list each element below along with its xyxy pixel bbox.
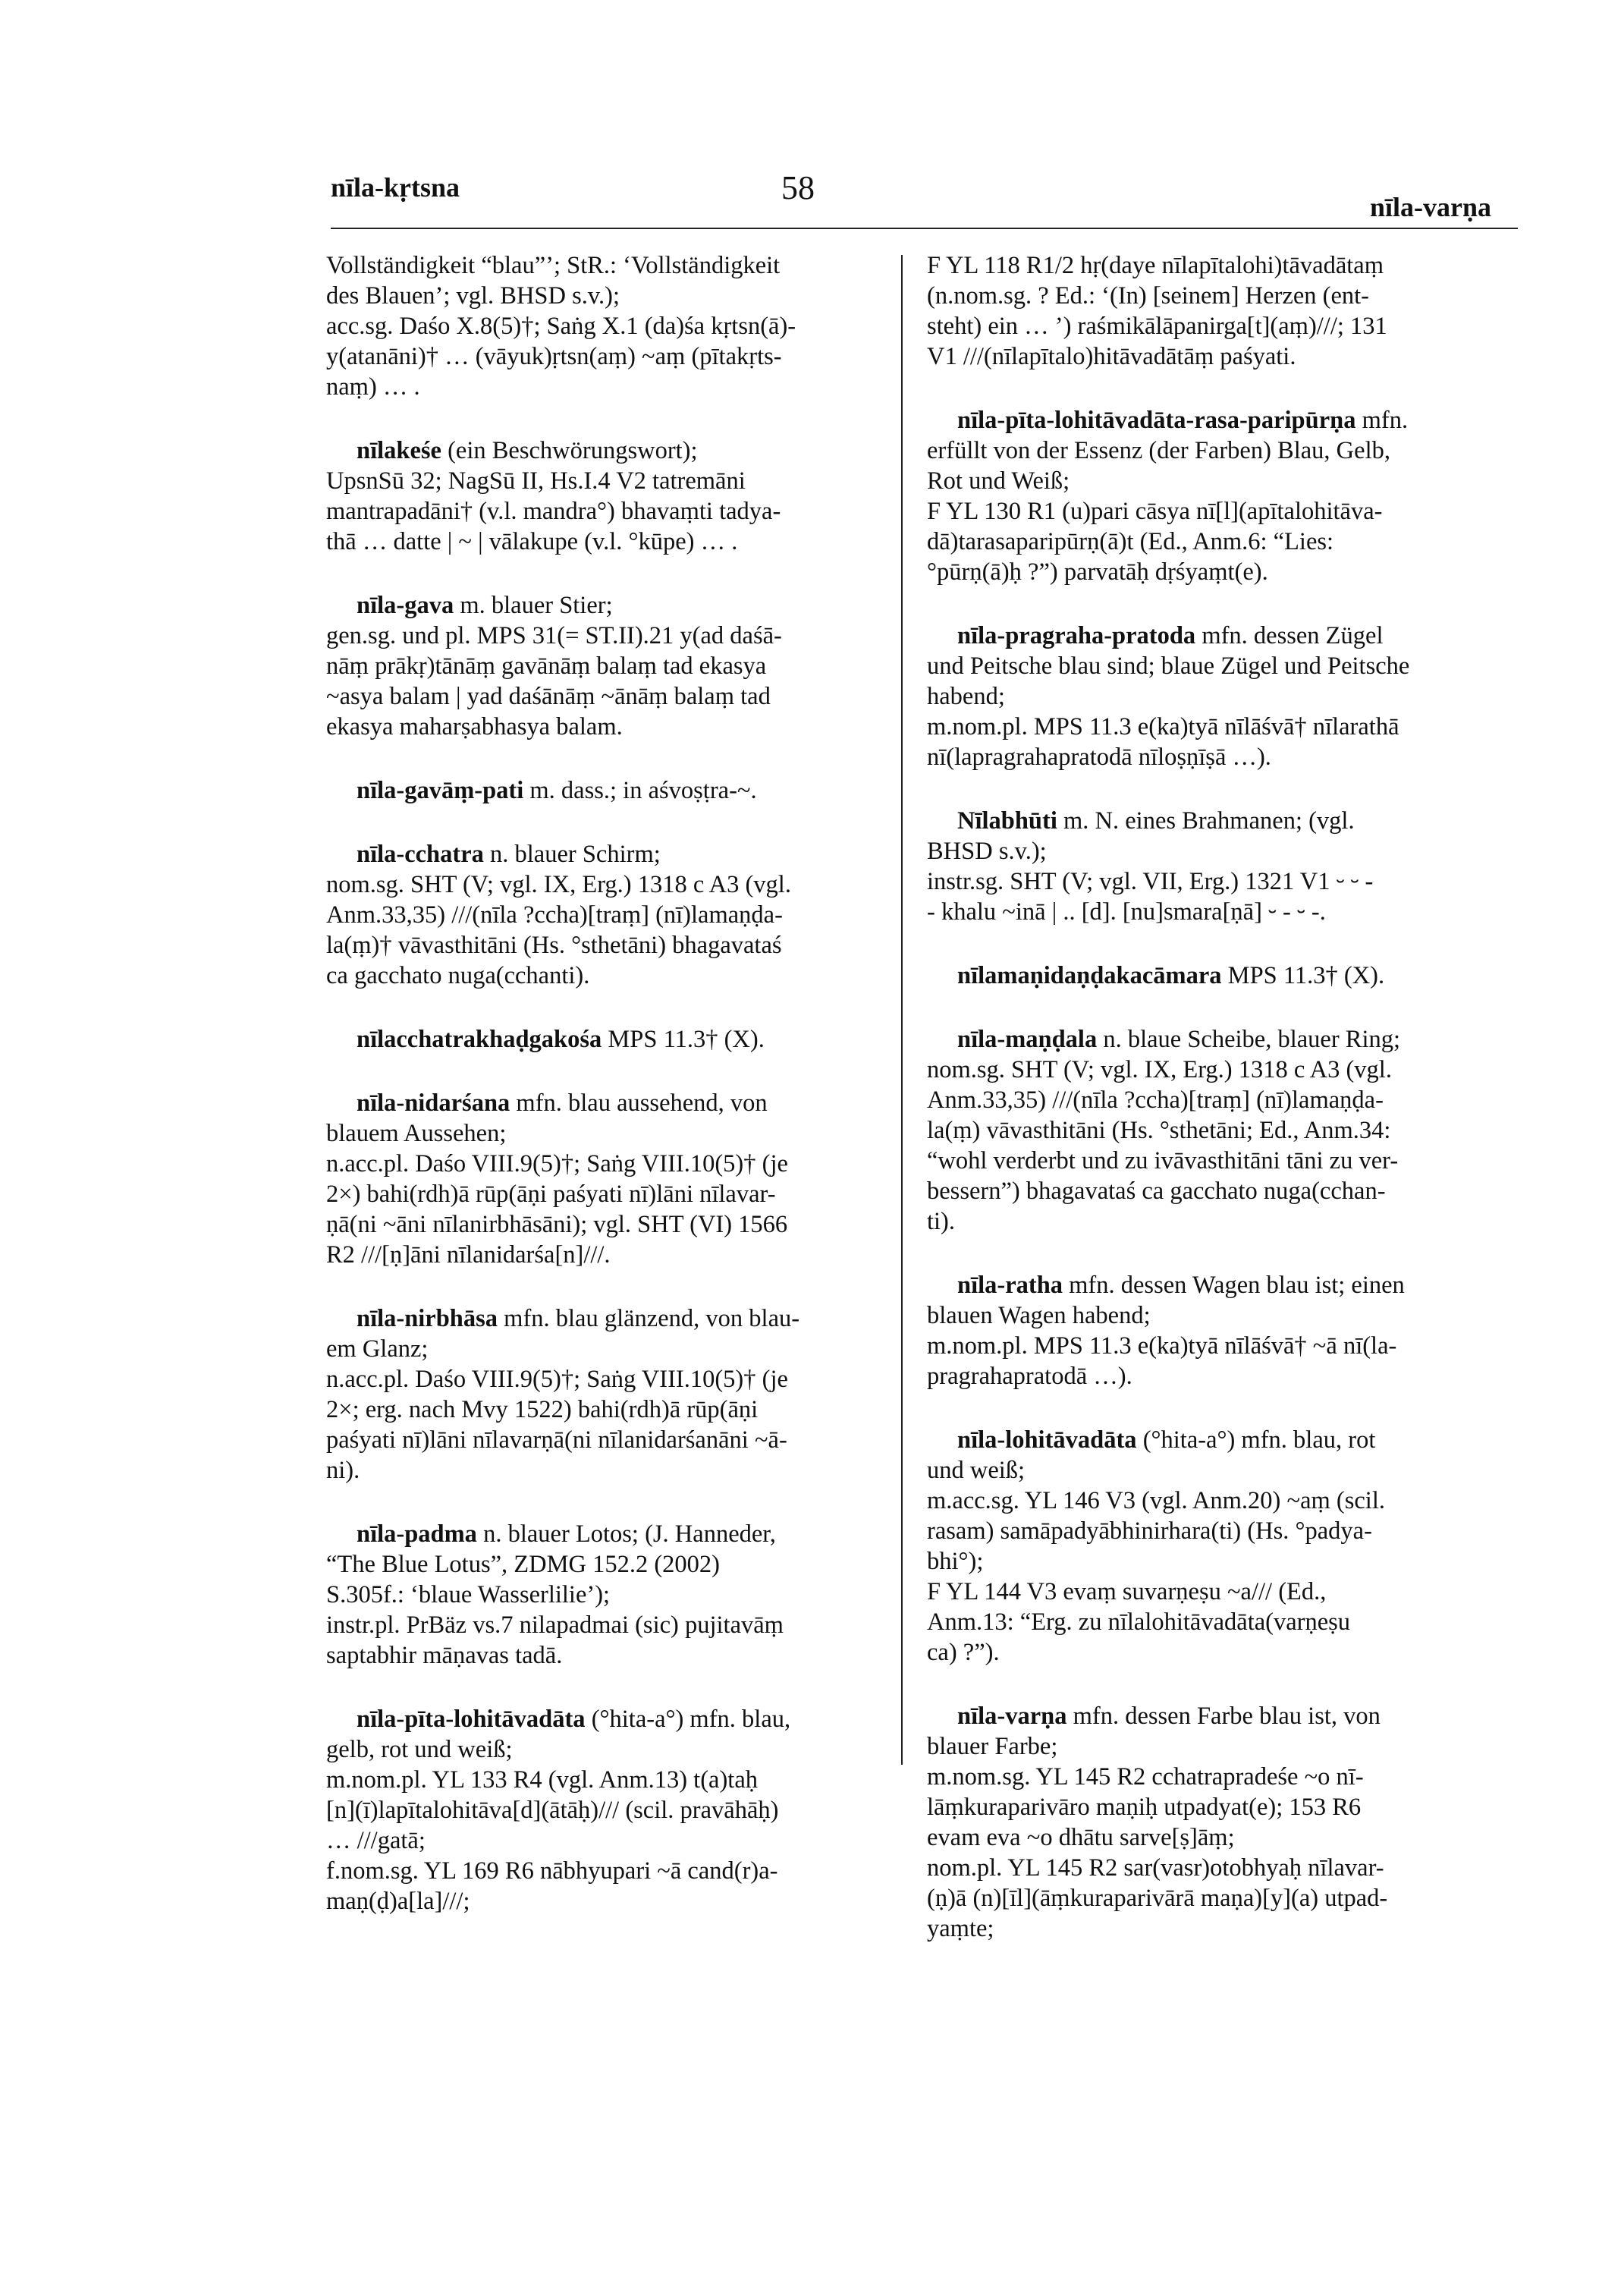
entry-line: 2×; erg. nach Mvy 1522) bahi(rdh)ā rūp(āṇi — [326, 1396, 759, 1423]
entry-line: S.305f.: ‘blaue Wasserlilie’); — [326, 1581, 611, 1608]
entry-line: nī(lapragrahapratodā nīloṣṇīṣā …). — [927, 744, 1271, 771]
dictionary-entry — [326, 1024, 880, 1055]
running-head-right: nīla-varṇa — [1370, 192, 1492, 222]
entry-line: mantrapadāni† (v.l. mandra°) bhavaṃti tadya- — [326, 498, 781, 525]
entry-line: blauer Farbe; — [927, 1733, 1058, 1760]
entry-line: 2×) bahi(rdh)ā rūp(āṇi paśyati nī)lāni nīlavar- — [326, 1181, 776, 1208]
entry-line: em Glanz; — [326, 1335, 429, 1363]
dictionary-entry — [326, 590, 880, 742]
entry-line: dā)tarasaparipūrṇ(ā)t (Ed., Anm.6: “Lies: — [927, 528, 1334, 555]
entry-line: nom.pl. YL 145 R2 sar(vasr)otobhyaḥ nīlavar- — [927, 1854, 1384, 1882]
left-column — [326, 250, 880, 1950]
dictionary-entry — [326, 1519, 880, 1671]
entry-headline: nīlamaṇidaṇḍakacāmara MPS 11.3† (X). — [957, 962, 1385, 989]
entry-line: nāṃ prākṛ)tānāṃ gavānāṃ balaṃ tad ekasya — [326, 652, 767, 680]
entry-headline: nīla-varṇa mfn. dessen Farbe blau ist, von — [957, 1703, 1381, 1730]
entry-line: “wohl verderbt und zu ivāvasthitāni tāni zu ver- — [927, 1147, 1399, 1174]
dictionary-entry — [927, 621, 1526, 772]
entry-headline: nīla-padma n. blauer Lotos; (J. Hanneder, — [357, 1520, 776, 1548]
entry-line: und Peitsche blau sind; blaue Zügel und Peitsche — [927, 652, 1410, 680]
entry-line: m.nom.sg. YL 145 R2 cchatrapradeśe ~o nī- — [927, 1763, 1364, 1791]
headword: nīlakeśe — [357, 437, 441, 464]
entry-line: habend; — [927, 683, 1005, 710]
dictionary-entry — [927, 1270, 1526, 1391]
headword: nīlacchatrakhaḍgakośa — [357, 1026, 602, 1053]
dictionary-entry — [326, 775, 880, 806]
headword: nīla-pragraha-pratoda — [957, 622, 1196, 649]
page-number: 58 — [781, 169, 815, 206]
headword: nīla-nirbhāsa — [357, 1305, 498, 1332]
entry-line: und weiß; — [927, 1457, 1026, 1484]
headword: nīla-maṇḍala — [957, 1026, 1098, 1053]
headword: nīla-gavāṃ-pati — [357, 777, 524, 804]
entry-line: Rot und Weiß; — [927, 467, 1070, 495]
entry-line: f.nom.sg. YL 169 R6 nābhyupari ~ā cand(r)a- — [326, 1857, 778, 1885]
entry-line: saptabhir māṇavas tadā. — [326, 1642, 563, 1669]
entry-line: °pūrṇ(ā)ḥ ?”) parvatāḥ dṛśyaṃt(e). — [927, 558, 1268, 586]
entry-line: ca gacchato nuga(cchanti). — [326, 962, 590, 989]
entry-line: … ///gatā; — [326, 1827, 426, 1854]
entry-line: gen.sg. und pl. MPS 31(= ST.II).21 y(ad daśā- — [326, 622, 782, 649]
headword: nīla-pīta-lohitāvadāta — [357, 1706, 586, 1733]
entry-line: steht) ein … ’) raśmikālāpanirga[t](aṃ)///; 131 — [927, 313, 1387, 340]
entry-line: V1 ///(nīlapītalo)hitāvadātāṃ paśyati. — [927, 343, 1296, 370]
entry-headline: nīla-lohitāvadāta (°hita-a°) mfn. blau, rot — [957, 1426, 1376, 1454]
entry-line: thā … datte | ~ | vālakupe (v.l. °kūpe) … . — [326, 528, 738, 555]
entry-headline: nīlakeśe (ein Beschwörungswort); — [357, 437, 698, 464]
entry-headline: nīla-nidarśana mfn. blau aussehend, von — [357, 1089, 768, 1117]
entry-line: evam eva ~o dhātu sarve[ṣ]āṃ; — [927, 1824, 1235, 1851]
running-head-left: nīla-kṛtsna — [331, 172, 460, 203]
entry-line: (n.nom.sg. ? Ed.: ‘(In) [seinem] Herzen (ent- — [927, 282, 1369, 310]
dictionary-entry — [326, 1704, 880, 1916]
headword: nīla-gava — [357, 592, 454, 619]
entry-headline: nīla-cchatra n. blauer Schirm; — [357, 841, 661, 868]
entry-line: “The Blue Lotus”, ZDMG 152.2 (2002) — [326, 1551, 721, 1578]
entry-line: F YL 118 R1/2 hṛ(daye nīlapītalohi)tāvadātaṃ — [927, 252, 1384, 279]
header-rule — [331, 228, 1518, 229]
entry-headline: nīla-pragraha-pratoda mfn. dessen Zügel — [957, 622, 1384, 649]
entry-line: ~asya balam | yad daśānāṃ ~ānāṃ balaṃ tad — [326, 683, 771, 710]
entry-line: gelb, rot und weiß; — [326, 1736, 513, 1763]
headword: nīla-lohitāvadāta — [957, 1426, 1137, 1454]
entry-line: bessern”) bhagavataś ca gacchato nuga(cchan- — [927, 1178, 1386, 1205]
entry-line: n.acc.pl. Daśo VIII.9(5)†; Saṅg VIII.10(5)† (je — [326, 1150, 788, 1178]
headword: nīlamaṇidaṇḍakacāmara — [957, 962, 1222, 989]
entry-line: y(atanāni)† … (vāyuk)ṛtsn(aṃ) ~aṃ (pītakṛts- — [326, 343, 782, 370]
entry-line: blauem Aussehen; — [326, 1120, 507, 1147]
entry-line: paśyati nī)lāni nīlavarṇā(ni nīlanidarśanāni ~ā- — [326, 1426, 787, 1454]
entry-line: m.nom.pl. YL 133 R4 (vgl. Anm.13) t(a)taḥ — [326, 1766, 758, 1794]
headword: nīla-ratha — [957, 1272, 1063, 1299]
entry-line: Anm.13: “Erg. zu nīlalohitāvadāta(varṇeṣu — [927, 1608, 1351, 1636]
entry-line: yaṃte; — [927, 1915, 994, 1942]
entry-line: m.acc.sg. YL 146 V3 (vgl. Anm.20) ~aṃ (scil. — [927, 1487, 1385, 1514]
entry-line: R2 ///[ṇ]āni nīlanidarśa[n]///. — [326, 1241, 611, 1269]
entry-line: nom.sg. SHT (V; vgl. IX, Erg.) 1318 c A3 (vgl. — [927, 1056, 1392, 1083]
entry-line: F YL 130 R1 (u)pari cāsya nī[l](apītalohitāva- — [927, 498, 1383, 525]
headword: nīla-padma — [357, 1520, 477, 1548]
entry-line: UpsnSū 32; NagSū II, Hs.I.4 V2 tatremāni — [326, 467, 746, 495]
entry-line: erfüllt von der Essenz (der Farben) Blau, Gelb, — [927, 437, 1390, 464]
dictionary-entry — [927, 1425, 1526, 1668]
entry-line: ṇā(ni ~āni nīlanirbhāsāni); vgl. SHT (VI) 1566 — [326, 1211, 788, 1238]
entry-line: rasam) samāpadyābhinirhara(ti) (Hs. °padya- — [927, 1517, 1372, 1545]
entry-line: [n](ī)lapītalohitāva[d](ātāḥ)/// (scil. pravāhāḥ) — [326, 1797, 779, 1824]
entry-line: la(ṃ) vāvasthitāni (Hs. °sthetāni; Ed., Anm.34: — [927, 1117, 1391, 1144]
entry-line: instr.sg. SHT (V; vgl. VII, Erg.) 1321 V1 ⏑ ⏑ - — [927, 868, 1374, 895]
entry-line: pragrahapratodā …). — [927, 1363, 1132, 1390]
entry-line: Anm.33,35) ///(nīla ?ccha)[traṃ] (nī)lamaṇḍa- — [326, 901, 783, 929]
entry-line: m.nom.pl. MPS 11.3 e(ka)tyā nīlāśvā† ~ā nī(la- — [927, 1332, 1397, 1360]
entry-line: la(ṃ)† vāvasthitāni (Hs. °sthetāni) bhagavataś — [326, 932, 782, 959]
entry-line: ca) ?”). — [927, 1639, 1000, 1666]
entry-line: nom.sg. SHT (V; vgl. IX, Erg.) 1318 c A3 (vgl. — [326, 871, 791, 898]
dictionary-entry — [326, 839, 880, 991]
entry-line: ni). — [326, 1457, 360, 1484]
entry-line: naṃ) … . — [326, 373, 420, 401]
entry-headline: nīla-nirbhāsa mfn. blau glänzend, von blau- — [357, 1305, 800, 1332]
entry-line: (ṇ)ā (n)[īl](āṃkuraparivārā maṇa)[y](a) utpad- — [927, 1885, 1388, 1912]
dictionary-entry — [326, 1303, 880, 1486]
headword: nīla-varṇa — [957, 1703, 1067, 1730]
entry-line: acc.sg. Daśo X.8(5)†; Saṅg X.1 (da)śa kṛtsn(ā)- — [326, 313, 796, 340]
headword: nīla-cchatra — [357, 841, 484, 868]
headword: nīla-pīta-lohitāvadāta-rasa-paripūrṇa — [957, 407, 1356, 434]
entry-headline: nīla-pīta-lohitāvadāta (°hita-a°) mfn. blau, — [357, 1706, 791, 1733]
entry-line: blauen Wagen habend; — [927, 1302, 1151, 1329]
dictionary-entry — [927, 806, 1526, 927]
headword: Nīlabhūti — [957, 807, 1057, 835]
entry-line: bhi°); — [927, 1548, 984, 1575]
entry-line: m.nom.pl. MPS 11.3 e(ka)tyā nīlāśvā† nīlarathā — [927, 713, 1399, 740]
entry-line: ti). — [927, 1208, 956, 1235]
entry-line: F YL 144 V3 evaṃ suvarṇeṣu ~a/// (Ed., — [927, 1578, 1327, 1605]
entry-headline: nīla-pīta-lohitāvadāta-rasa-paripūrṇa mfn. — [957, 407, 1409, 434]
dictionary-entry — [927, 961, 1526, 991]
entry-line: n.acc.pl. Daśo VIII.9(5)†; Saṅg VIII.10(5)† (je — [326, 1366, 788, 1393]
entry-line: - khalu ~inā | .. [d]. [nu]smara[ṇā] ⏑ - ⏑ -. — [927, 898, 1326, 926]
entry-line: Anm.33,35) ///(nīla ?ccha)[traṃ] (nī)lamaṇḍa- — [927, 1086, 1384, 1114]
entry-headline: Nīlabhūti m. N. eines Brahmanen; (vgl. — [957, 807, 1355, 835]
dictionary-entry — [927, 1701, 1526, 1944]
dictionary-entry — [927, 250, 1526, 372]
dictionary-entry — [326, 435, 880, 557]
dictionary-entry — [927, 1024, 1526, 1237]
entry-line: maṇ(ḍ)a[la]///; — [326, 1888, 470, 1915]
entry-line: lāṃkuraparivāro maṇiḥ utpadyat(e); 153 R6 — [927, 1794, 1362, 1821]
entry-headline: nīla-maṇḍala n. blaue Scheibe, blauer Ring; — [957, 1026, 1401, 1053]
entry-line: ekasya maharṣabhasya balam. — [326, 713, 623, 740]
column-divider — [901, 255, 903, 1765]
entry-line: des Blauen’; vgl. BHSD s.v.); — [326, 282, 620, 310]
entry-headline: nīla-gava m. blauer Stier; — [357, 592, 613, 619]
right-column — [927, 250, 1526, 1977]
entry-line: instr.pl. PrBäz vs.7 nilapadmai (sic) pujitavāṃ — [326, 1611, 784, 1639]
entry-line: Vollständigkeit “blau”’; StR.: ‘Vollständigkeit — [326, 252, 781, 279]
entry-headline: nīlacchatrakhaḍgakośa MPS 11.3† (X). — [357, 1026, 765, 1053]
dictionary-entry — [326, 250, 880, 402]
dictionary-entry — [927, 405, 1526, 587]
dictionary-entry — [326, 1088, 880, 1270]
headword: nīla-nidarśana — [357, 1089, 510, 1117]
entry-headline: nīla-gavāṃ-pati m. dass.; in aśvoṣṭra-~. — [357, 777, 757, 804]
entry-headline: nīla-ratha mfn. dessen Wagen blau ist; einen — [957, 1272, 1405, 1299]
entry-line: BHSD s.v.); — [927, 838, 1047, 865]
